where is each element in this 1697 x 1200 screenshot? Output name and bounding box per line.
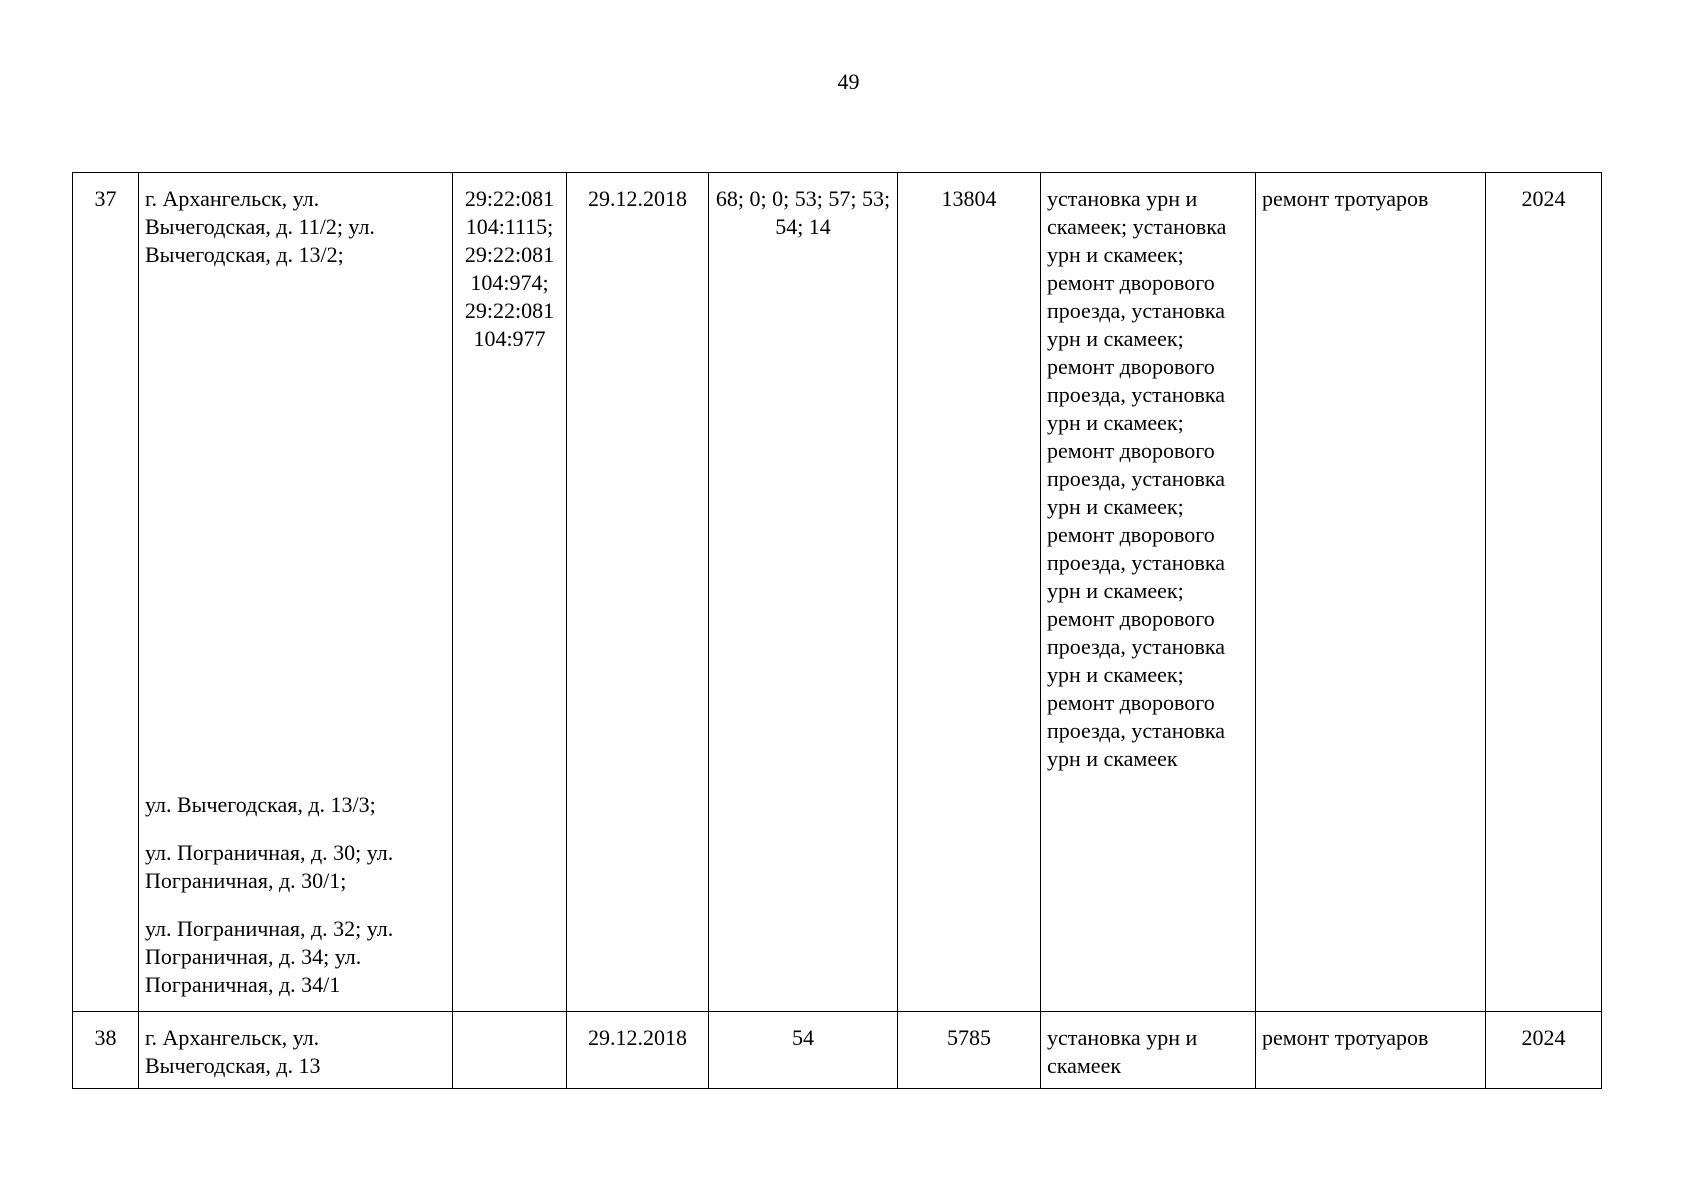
address-part: г. Архангельск, ул. Вычегодская, д. 11/2; ул. Вычегодская, д. 13/2; — [145, 186, 375, 267]
address-part: ул. Вычегодская, д. 13/3; — [145, 792, 376, 817]
cadastral-line: 29:22:081 — [464, 242, 555, 267]
amount-cell: 13804 — [898, 173, 1041, 1012]
date-cell: 29.12.2018 — [567, 173, 709, 1012]
cadastral-line: 104:1115; — [465, 214, 554, 239]
values-cell: 68; 0; 0; 53; 57; 53; 54; 14 — [709, 173, 898, 1012]
row-number-cell: 38 — [73, 1012, 139, 1089]
cadastral-cell — [453, 1012, 567, 1089]
cadastral-line: 29:22:081 — [464, 298, 555, 323]
amount-cell: 5785 — [898, 1012, 1041, 1089]
works-cell: установка урн и скамеек — [1041, 1012, 1256, 1089]
address-cell — [139, 1012, 453, 1089]
address-spacer — [145, 269, 446, 791]
year-cell: 2024 — [1486, 1012, 1602, 1089]
repair-cell: ремонт тротуаров — [1256, 1012, 1486, 1089]
table-row — [73, 1012, 1602, 1089]
data-table — [72, 172, 1602, 1089]
row-number-cell: 37 — [73, 173, 139, 1012]
table-row — [73, 173, 1602, 1012]
cadastral-line: 104:977 — [473, 326, 546, 351]
cadastral-line: 29:22:081 — [464, 186, 555, 211]
date-cell: 29.12.2018 — [567, 1012, 709, 1089]
address-part: г. Архангельск, ул. Вычегодская, д. 13 — [145, 1025, 321, 1078]
cadastral-line: 104:974; — [470, 270, 549, 295]
address-part: ул. Пограничная, д. 32; ул. Пограничная, д. 34; ул. Пограничная, д. 34/1 — [145, 916, 394, 997]
works-cell: установка урн и скамеек; установка урн и скамеек; ремонт дворового проезда, установка урн и скамеек; ремонт дворового проезда, установка урн и скамеек; ремонт дворового проезда, установка урн и скамеек; ремонт дворового проезда, установка урн и скамеек; ремонт дворового проезда, установка урн и скамеек; ремонт дворового проезда, установка урн и скамеек — [1041, 173, 1256, 1012]
address-part: ул. Пограничная, д. 30; ул. Пограничная, д. 30/1; — [145, 840, 394, 893]
page-number: 49 — [837, 69, 860, 94]
cadastral-cell — [453, 173, 567, 1012]
repair-cell: ремонт тротуаров — [1256, 173, 1486, 1012]
address-cell — [139, 173, 453, 1012]
values-cell: 54 — [709, 1012, 898, 1089]
year-cell: 2024 — [1486, 173, 1602, 1012]
